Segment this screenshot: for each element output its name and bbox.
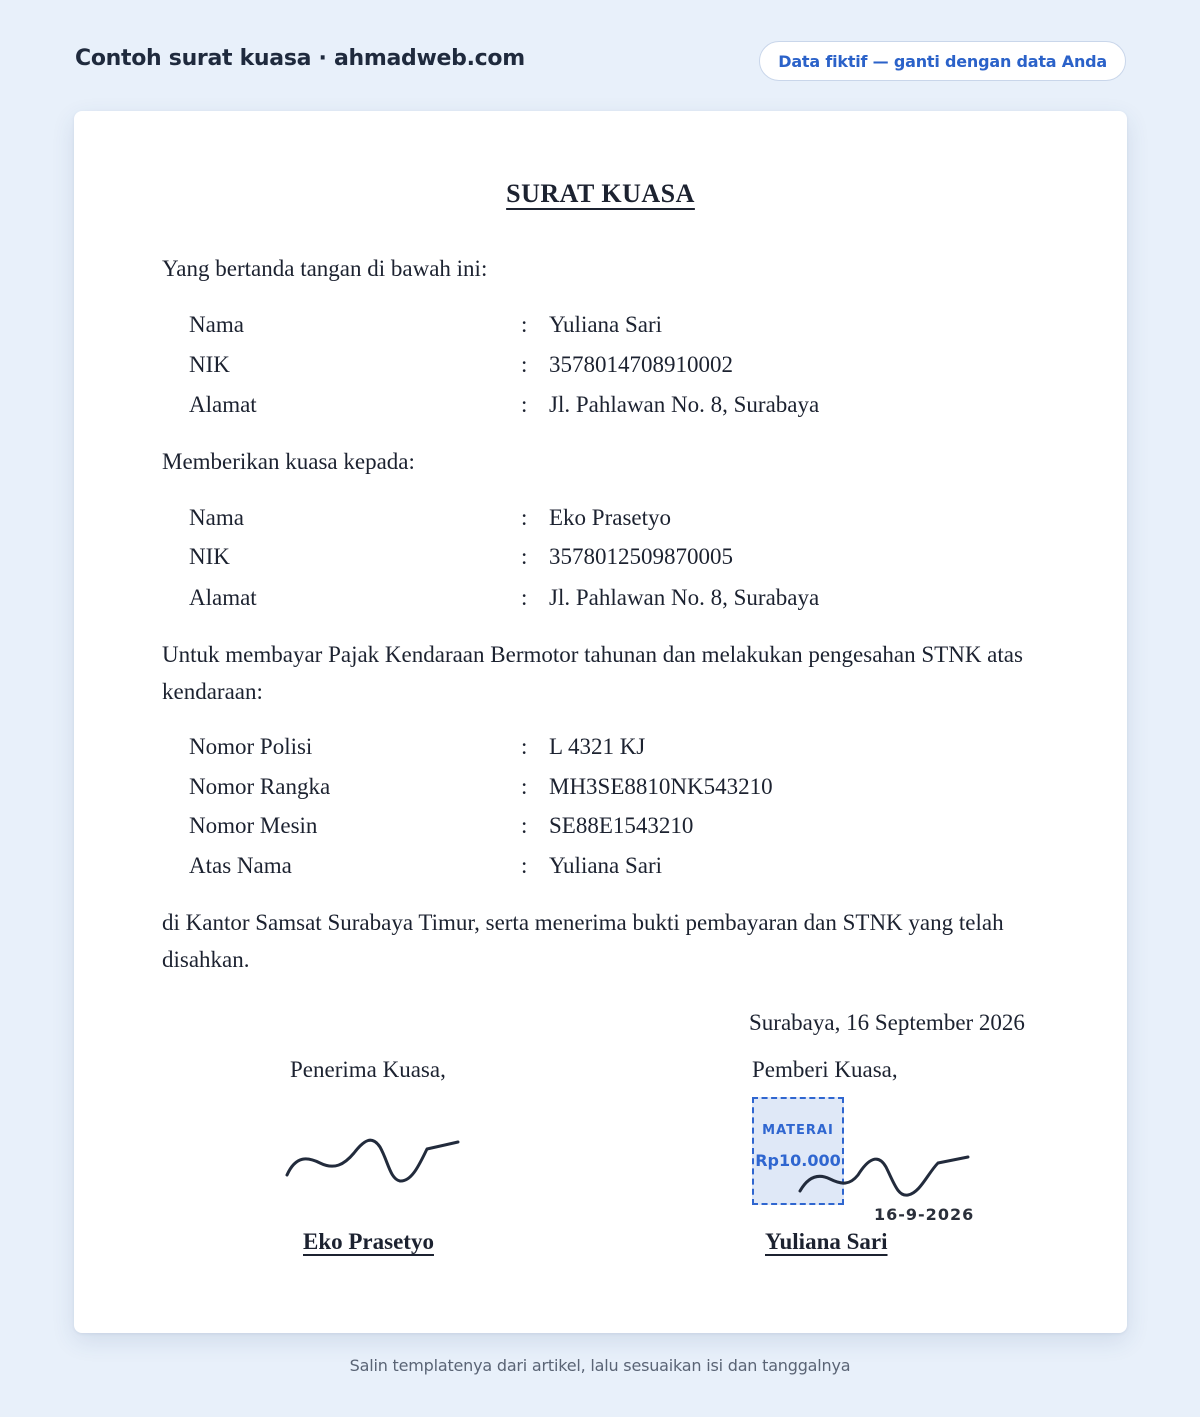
- field-value: MH3SE8810NK543210: [549, 774, 773, 799]
- field-label: Nama: [189, 312, 244, 337]
- field-value: 3578014708910002: [549, 352, 733, 377]
- page-header-title: Contoh surat kuasa · ahmadweb.com: [75, 46, 525, 71]
- field-label: NIK: [189, 544, 230, 569]
- field-value: SE88E1543210: [549, 813, 694, 838]
- field-label: Nomor Polisi: [189, 734, 313, 759]
- giver-label: Pemberi Kuasa,: [752, 1057, 898, 1082]
- field-value: Jl. Pahlawan No. 8, Surabaya: [549, 585, 820, 610]
- stamp-line2: Rp10.000: [755, 1151, 841, 1170]
- field-label: Atas Nama: [189, 853, 292, 878]
- field-label: Alamat: [189, 585, 257, 610]
- field-value: Yuliana Sari: [549, 853, 663, 878]
- field-colon: :: [521, 813, 528, 838]
- field-colon: :: [521, 585, 528, 610]
- field-value: 3578012509870005: [549, 544, 733, 569]
- grantee-row: [189, 583, 989, 613]
- grant-text: Memberikan kuasa kepada:: [162, 449, 415, 474]
- field-colon: :: [521, 352, 528, 377]
- receiver-signature-icon: [282, 1127, 467, 1187]
- letter-card: [74, 111, 1127, 1333]
- vehicle-row: [189, 772, 989, 802]
- field-colon: :: [521, 853, 528, 878]
- intro-text: Yang bertanda tangan di bawah ini:: [162, 256, 488, 281]
- vehicle-row: [189, 732, 989, 762]
- receiver-label: Penerima Kuasa,: [290, 1057, 446, 1082]
- field-colon: :: [521, 734, 528, 759]
- closing-text: di Kantor Samsat Surabaya Timur, serta menerima bukti pembayaran dan STNK yang telah disahkan.: [162, 910, 1004, 972]
- field-value: Eko Prasetyo: [549, 505, 672, 530]
- field-value: L 4321 KJ: [549, 734, 646, 759]
- giver-signature-icon: [794, 1145, 974, 1205]
- giver-name: Yuliana Sari: [765, 1229, 888, 1254]
- letter-title: [74, 179, 1127, 209]
- receiver-name: Eko Prasetyo: [303, 1229, 434, 1254]
- field-colon: :: [521, 544, 528, 569]
- stamp-date: 16-9-2026: [874, 1205, 975, 1224]
- field-colon: :: [521, 505, 528, 530]
- letter-title-text: SURAT KUASA: [506, 179, 695, 208]
- place-date: Surabaya, 16 September 2026: [749, 1010, 1025, 1035]
- purpose-text: Untuk membayar Pajak Kendaraan Bermotor tahunan dan melakukan pengesahan STNK atas kendaraan:: [162, 642, 1023, 704]
- grantor-row: [189, 390, 989, 420]
- field-value: Jl. Pahlawan No. 8, Surabaya: [549, 392, 820, 417]
- field-label: Nama: [189, 505, 244, 530]
- vehicle-row: [189, 851, 989, 881]
- field-colon: :: [521, 774, 528, 799]
- field-value: Yuliana Sari: [549, 312, 663, 337]
- grantee-row: [189, 542, 989, 572]
- field-label: Nomor Mesin: [189, 813, 318, 838]
- fictional-data-badge: Data fiktif — ganti dengan data Anda: [759, 41, 1126, 81]
- footer-note: Salin templatenya dari artikel, lalu sesuaikan isi dan tanggalnya: [349, 1356, 851, 1375]
- grantee-row: [189, 503, 989, 533]
- grantor-row: [189, 350, 989, 380]
- vehicle-row: [189, 811, 989, 841]
- field-colon: :: [521, 392, 528, 417]
- stamp-line1: MATERAI: [762, 1123, 834, 1138]
- grantor-row: [189, 310, 989, 340]
- field-colon: :: [521, 312, 528, 337]
- field-label: Nomor Rangka: [189, 774, 331, 799]
- field-label: NIK: [189, 352, 230, 377]
- field-label: Alamat: [189, 392, 257, 417]
